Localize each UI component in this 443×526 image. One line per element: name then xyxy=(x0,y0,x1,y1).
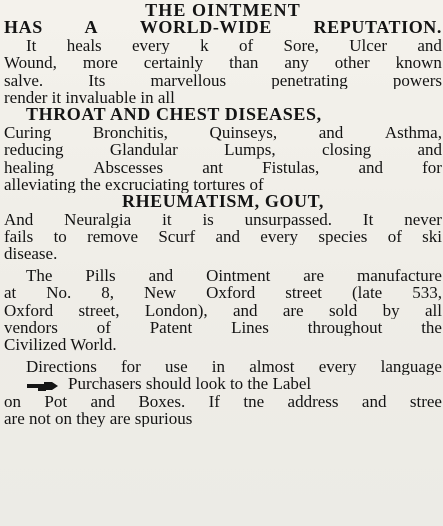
ad-title: THE OINTMENT xyxy=(145,2,301,20)
body-line: salve. Its marvellous penetrating powers xyxy=(4,71,442,89)
body-line: alleviating the excruciating tortures of xyxy=(4,175,264,194)
body-line: Civilized World. xyxy=(4,336,117,354)
body-line: render it invaluable in all xyxy=(4,88,175,107)
pointing-hand-icon xyxy=(26,379,60,392)
body-line: And Neuralgia it is unsurpassed. It never xyxy=(4,210,442,229)
body-line: fails to remove Scurf and every species of ski xyxy=(4,228,442,246)
section-heading: RHEUMATISM, GOUT, xyxy=(121,193,325,211)
section-heading: THROAT AND CHEST DISEASES, xyxy=(26,106,322,124)
body-line: healing Abscesses ant Fistulas, and for xyxy=(4,158,442,176)
body-line: Oxford street, London), and are sold by all xyxy=(4,301,442,320)
body-line: Wound, more certainly than any other known xyxy=(4,54,442,72)
body-line: are not on they are spurious xyxy=(4,409,193,428)
body-line: Directions for use in almost every language xyxy=(26,357,442,376)
pointing-hand-line xyxy=(4,375,442,392)
body-line: disease. xyxy=(4,245,58,263)
body-line: reducing Glandular Lumps, closing and xyxy=(4,141,442,159)
body-line: Purchasers should look to the Label xyxy=(68,375,312,393)
ad-headline: HAS A WORLD-WIDE REPUTATION. xyxy=(4,19,442,37)
body-line: The Pills and Ointment are manufacture xyxy=(26,266,442,285)
body-line: on Pot and Boxes. If tne address and stree xyxy=(4,392,442,410)
body-line: Curing Bronchitis, Quinseys, and Asthma, xyxy=(4,123,442,142)
body-line: It heals every k of Sore, Ulcer and xyxy=(26,36,442,55)
body-line: vendors of Patent Lines throughout the xyxy=(4,319,442,337)
body-line: at No. 8, New Oxford street (late 533, xyxy=(4,284,442,302)
